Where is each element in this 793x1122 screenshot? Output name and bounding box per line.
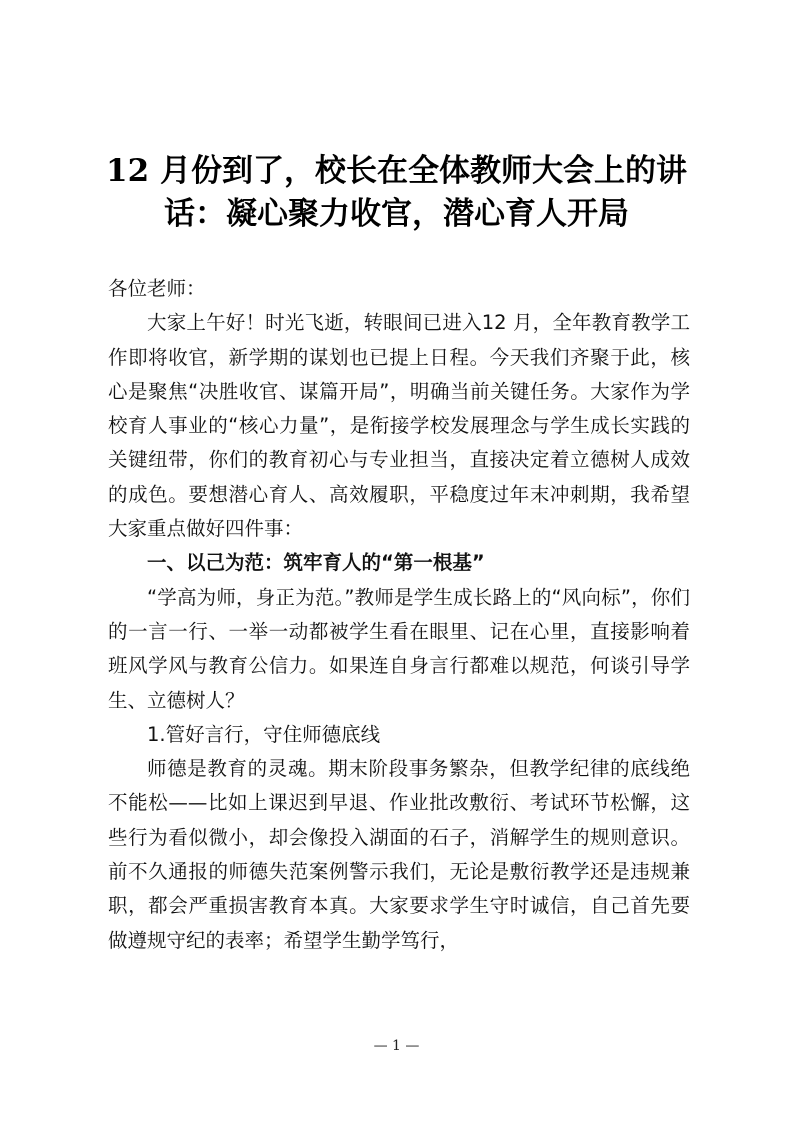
document-title	[90, 150, 703, 236]
section-1-paragraph: “学高为师，身正为范。”教师是学生成长路上的“风向标”，你们的一言一行、一举一动都被学生看在眼里、记在心里，直接影响着班风学风与教育公信力。如果连自身言行都难以规范，何谈引导学生、立德树人？	[108, 585, 690, 712]
subsection-heading-1: 1.管好言行，守住师德底线	[147, 722, 381, 746]
subsection-1-paragraph: 师德是教育的灵魂。期末阶段事务繁杂，但教学纪律的底线绝不能松——比如上课迟到早退、作业批改敷衍、考试环节松懈，这些行为看似微小，却会像投入湖面的石子，消解学生的规则意识。前不久通报的师德失范案例警示我们，无论是敷衍教学还是违规兼职，都会严重损害教育本真。大家要求学生守时诚信，自己首先要做遵规守纪的表率；希望学生勤学笃行，	[108, 757, 690, 952]
document-body	[108, 272, 690, 958]
title-line-1: 12 月份到了，校长在全体教师大会上的讲	[106, 153, 687, 189]
title-line-2: 话：凝心聚力收官，潜心育人开局	[164, 196, 629, 232]
salutation: 各位老师：	[108, 277, 206, 300]
section-heading-1: 一、以己为范：筑牢育人的“第一根基”	[147, 551, 485, 575]
page-number: — 1 —	[373, 1038, 420, 1054]
intro-paragraph: 大家上午好！时光飞逝，转眼间已进入12 月，全年教育教学工作即将收官，新学期的谋划也已提上日程。今天我们齐聚于此，核心是聚焦“决胜收官、谋篇开局”，明确当前关键任务。大家作为学校育人事业的“核心力量”，是衔接学校发展理念与学生成长实践的关键纽带，你们的教育初心与专业担当，直接决定着立德树人成效的成色。要想潜心育人、高效履职，平稳度过年末冲刺期，我希望大家重点做好四件事：	[108, 311, 690, 541]
